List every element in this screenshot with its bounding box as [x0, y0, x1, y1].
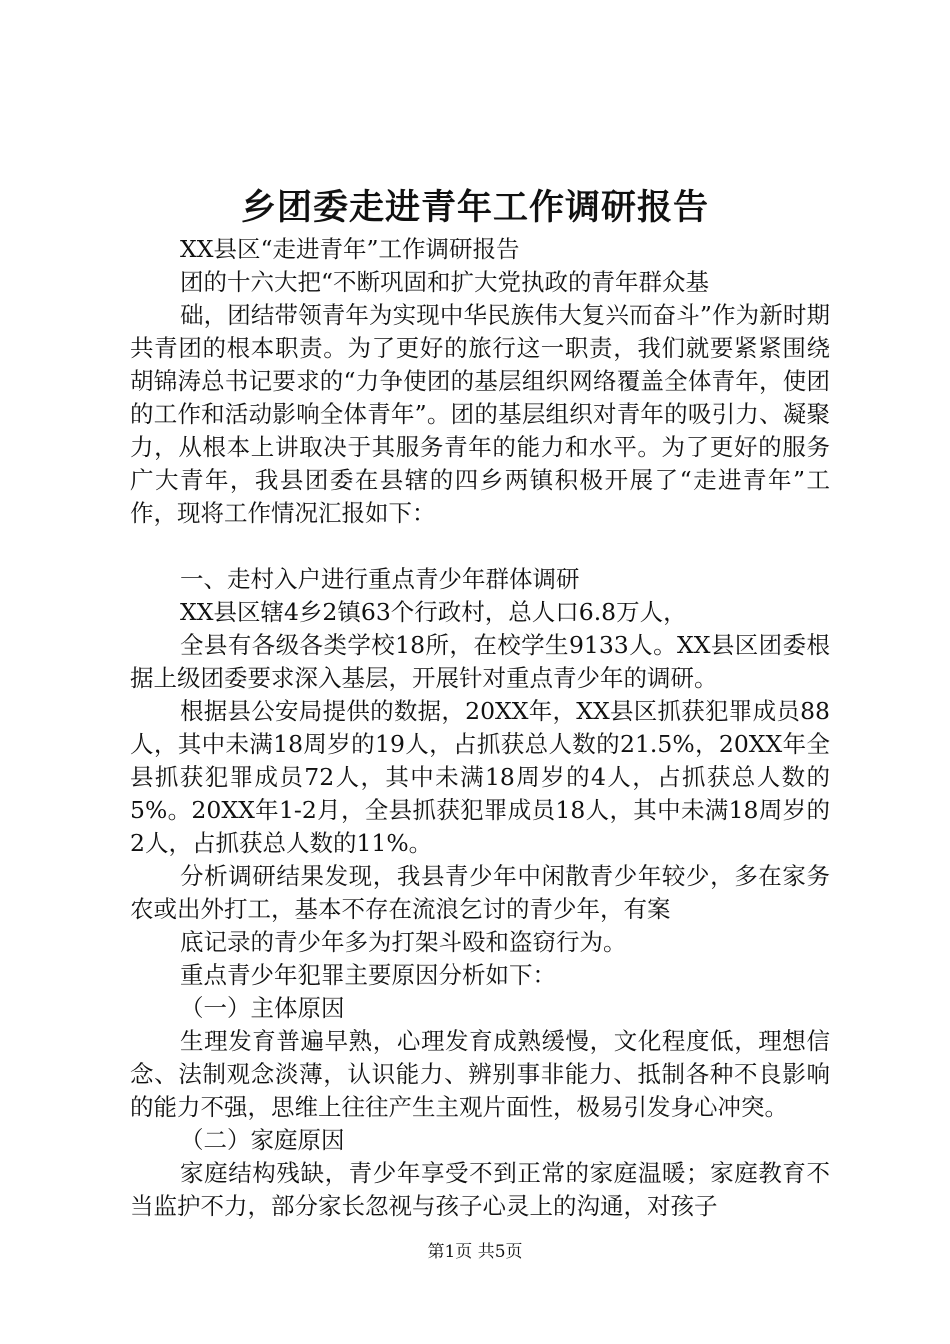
- paragraph: 底记录的青少年多为打架斗殴和盗窃行为。: [180, 928, 627, 956]
- page-footer: 第1页 共5页: [427, 1242, 523, 1262]
- paragraph: 全县有各级各类学校18所，在校学生9133人。XX县区团委根据上级团委要求深入基层，开展针对重点青少年的调研。: [130, 631, 830, 692]
- paragraph-gap: [130, 530, 830, 563]
- paragraph: 分析调研结果发现，我县青少年中闲散青少年较少，多在家务农或出外打工，基本不存在流浪乞讨的青少年，有案: [130, 862, 830, 923]
- paragraph: 家庭结构残缺，青少年享受不到正常的家庭温暖；家庭教育不当监护不力，部分家长忽视与孩子心灵上的沟通，对孩子: [130, 1159, 830, 1220]
- subsection-heading: （二）家庭原因: [180, 1126, 345, 1154]
- section-heading: 一、走村入户进行重点青少年群体调研: [180, 565, 580, 593]
- paragraph: 础，团结带领青年为实现中华民族伟大复兴而奋斗”作为新时期共青团的根本职责。为了更好的旅行这一职责，我们就要紧紧围绕胡锦涛总书记要求的“力争使团的基层组织网络覆盖全体青年，使团的工作和活动影响全体青年”。团的基层组织对青年的吸引力、凝聚力，从根本上讲取决于其服务青年的能力和水平。为了更好的服务广大青年，我县团委在县辖的四乡两镇积极开展了“走进青年”工作，现将工作情况汇报如下：: [130, 301, 830, 527]
- paragraph: 生理发育普遍早熟，心理发育成熟缓慢，文化程度低，理想信念、法制观念淡薄，认识能力、辨别事非能力、抵制各种不良影响的能力不强，思维上往往产生主观片面性，极易引发身心冲突。: [130, 1027, 830, 1121]
- paragraph: 重点青少年犯罪主要原因分析如下：: [180, 961, 556, 989]
- paragraph: 团的十六大把“不断巩固和扩大党执政的青年群众基: [180, 268, 710, 296]
- subsection-heading: （一）主体原因: [180, 994, 345, 1022]
- paragraph: 根据县公安局提供的数据，20XX年，XX县区抓获犯罪成员88人，其中未满18周岁的19人，占抓获总人数的21.5%，20XX年全县抓获犯罪成员72人，其中未满18周岁的4人，占抓获总人数的5%。20XX年1-2月，全县抓获犯罪成员18人，其中未满18周岁的2人，占抓获总人数的11%。: [130, 697, 830, 857]
- document-body: [130, 233, 830, 1223]
- paragraph: XX县区辖4乡2镇63个行政村，总人口6.8万人，: [180, 598, 687, 626]
- paragraph: XX县区“走进青年”工作调研报告: [180, 235, 520, 263]
- document-title: 乡团委走进青年工作调研报告: [240, 187, 709, 228]
